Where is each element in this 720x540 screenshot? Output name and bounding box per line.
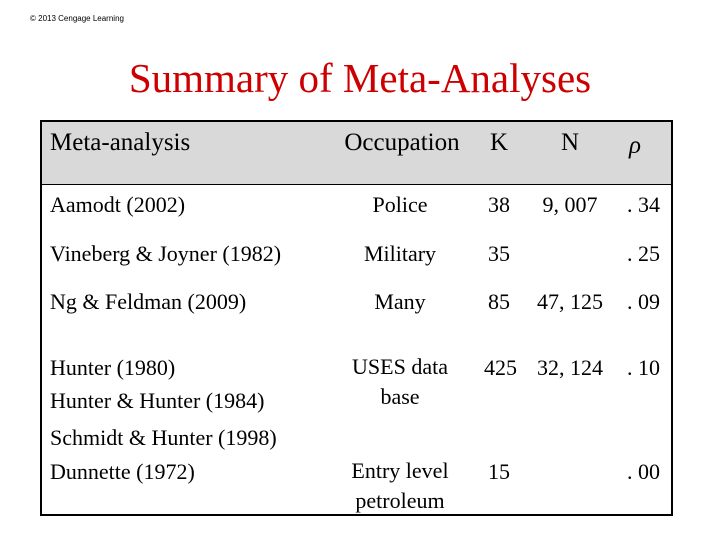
table-row-rho: . 10 [627,355,660,380]
table-row-n: 47, 125 [537,289,603,314]
table-row-rho: . 34 [627,192,660,217]
table-row-name: Hunter (1980) [50,355,176,380]
meta-analysis-table [40,120,673,516]
table-row-occupation: Many [374,289,426,314]
table-row-occupation: USES data base [352,354,448,409]
table-row-k: 38 [488,192,510,217]
header-meta-analysis: Meta-analysis [50,129,191,156]
header-k: K [490,129,509,156]
table-row-occupation: Entry level petroleum [351,458,449,513]
table-row-name: Hunter & Hunter (1984) [50,388,265,413]
table-row-name: Dunnette (1972) [50,459,195,484]
slide-title: Summary of Meta-Analyses [128,55,592,101]
table-row-rho: . 00 [627,459,660,484]
table-row-occupation: Police [372,192,428,217]
table-row-n: 32, 124 [537,355,603,380]
table-row-occupation: Military [363,241,437,266]
table-row-rho: . 25 [627,241,660,266]
table-row-k: 15 [488,459,510,484]
table-row-n: 9, 007 [542,192,598,217]
table-row-name: Schmidt & Hunter (1998) [50,425,277,450]
header-occupation: Occupation [344,129,460,156]
table-row-name: Aamodt (2002) [50,192,186,217]
table-row-k: 35 [488,241,510,266]
table-row-name: Vineberg & Joyner (1982) [50,241,282,266]
table-row-k: 425 [484,355,517,380]
table-row-rho: . 09 [627,289,660,314]
header-n: N [560,129,580,156]
table-header-row [42,122,671,185]
copyright-notice: © 2013 Cengage Learning [30,14,124,23]
table-row-k: 85 [488,289,510,314]
header-rho: ρ [629,132,641,159]
table-row-name: Ng & Feldman (2009) [50,289,247,314]
